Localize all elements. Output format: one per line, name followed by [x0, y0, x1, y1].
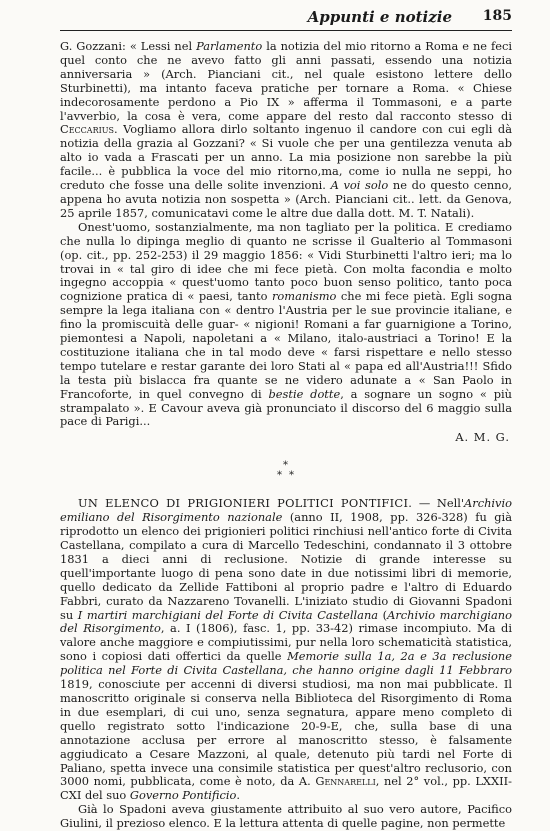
section-title: UN ELENCO DI PRIGIONIERI POLITICI PONTIFICI.	[78, 496, 413, 511]
section-ornament	[60, 445, 512, 497]
text-run: 1819, conosciute per accenni di diversi studiosi, ma non mai pubblicate. Il manoscritto originale si conserva nella Biblioteca del Risorgimento di Roma in due esemplari, di cui uno, senza segnatura, appare meno completo di quello registrato sotto l'indicazione 20-9-E, che, sulla base di una annotazione acclusa per errore al manoscritto stesso, è falsamente aggiudicato a Cesare Mazzoni, al quale, detenuto più tardi nel Forte di Paliano, spetta invece una consimile statistica per quest'altro reclusorio, con 3000 nomi, pubblicata, come è noto, da A.	[60, 677, 512, 789]
author-signature: A. M. G.	[455, 430, 510, 445]
paragraph-spadoni: Già lo Spadoni aveva giustamente attribuito al suo vero autore, Pacifico Giulini, il prezioso elenco. E la lettura attenta di quelle pagine, non permette	[60, 802, 512, 831]
running-title: Appunti e notizie	[307, 8, 452, 26]
text-run: la notizia del mio ritorno a Roma e ne feci quel conto che ne avevo fatto gli anni passati, essendo una notizia anniversaria » (Arch. Pianciani cit., nel quale esistono lettere dello Sturbinetti), ma intanto faceva pratiche per tornare a Roma. « Chiese indecorosamente perdono a Pio IX » afferma il Tommasoni, e a parte l'avverbio, la cosa è vera, come appare del resto dal racconto stesso di	[60, 39, 512, 123]
page-number: 185	[482, 8, 512, 24]
svg-text:*: *	[289, 469, 295, 481]
italic-run: romanismo	[271, 289, 337, 304]
text-run: .	[236, 788, 241, 803]
text-run: (anno II, 1908, pp. 326-328) fu già riprodotto un elenco dei prigionieri politici rinchiusi nell'antico forte di Civita Castellana, compilato a cura di Marcello Tedeschini, condannato il 3 ottobre 1831 a dieci anni di reclusione. Notizie di grande interesse su quell'importante luogo di pena sono date in due notissimi libri di memorie, quello dedicato da Zellide Fattiboni al proprio padre e l'altro di Eduardo Fabbri, curato da Nazzareno Tovanelli. L'iniziato studio di Giovanni Spadoni su	[60, 510, 512, 622]
italic-run: I martiri marchigiani del Forte di Civita Castellana	[77, 607, 379, 622]
italic-run: bestie dotte	[268, 386, 341, 401]
svg-text:*: *	[283, 459, 289, 471]
text-run: ne do questo cenno, appena ho avuta notizia non sospetta » (Arch. Pianciani cit.. lett. da Genova, 25 aprile 1857, comunicatavi come le altre due dalla dott. M. T. Natali).	[60, 178, 512, 220]
text-run: Onest'uomo, sostanzialmente, ma non tagliato per la politica. E crediamo che nulla lo dipinga meglio di quanto ne scrisse il Gualterio al Tommasoni (op. cit., pp. 252-253) il 29 maggio 1856: « Vidi Sturbinetti l'altro ieri; ma lo trovai in « tal giro di idee che mi fece pietà. Con molta facondia e molto ingegno accoppia « quest'uomo tanto poco buon senso politico, tanto poca cognizione pratica di « paesi, tanto	[60, 219, 512, 304]
text-run: , a sognare un sogno « più strampalato ». E Cavour aveva già pronunciato il discorso del 6 maggio sulla pace di Parigi...	[60, 386, 512, 429]
text-run: , a. I (1806), fasc. 1, pp. 33-42) rimase incompiuto. Ma di valore anche maggiore e compiutissimi, pur nella loro schematicità statistica, sono i copiosi dati offertici da quelle	[60, 621, 512, 664]
italic-run: Archivio emiliano del Risorgimento nazionale	[60, 496, 512, 525]
paragraph-gozzani	[60, 40, 512, 221]
paragraph-onestuomo	[60, 221, 512, 430]
text-run: — Nell'	[412, 496, 465, 511]
text-run: G. Gozzani: « Lessi nel	[60, 39, 197, 53]
italic-run: Memorie sulla 1a, 2a e 3a reclusione politica nel Forte di Civita Castellana, che hanno origine dagli 11 Febbraro	[60, 649, 512, 678]
small-caps-run: Gennarelli	[315, 774, 376, 789]
text-run: , nel 2° vol., pp. LXXII-CXI del suo	[60, 774, 512, 803]
running-header	[60, 8, 512, 31]
small-caps-run: Ceccarius	[60, 122, 114, 137]
svg-text:*: *	[277, 469, 283, 481]
italic-run: Archivio marchigiano del Risorgimento	[60, 607, 512, 636]
italic-run: A voi solo	[330, 178, 389, 193]
text-run: . Vogliamo allora dirlo soltanto ingenuo il candore con cui egli dà notizia della grazia al Gozzani? « Si vuole che per una gentilezza venuta ab alto io vada a Frascati per un anno. La mia posizione non sarebbe la più facile... è pubblica la voce del mio ritorno,ma, come io nulla ne seppi, ho creduto che fosse una delle solite invenzioni.	[60, 122, 512, 193]
text-run: (	[378, 607, 388, 622]
body-text	[60, 40, 512, 831]
italic-run: Parlamento	[196, 39, 263, 53]
italic-run: Governo Pontificio	[129, 788, 237, 803]
asterism-icon	[271, 460, 301, 482]
text-run: che mi fece pietà. Egli sogna sempre la lega italiana con « dentro l'Austria per le sue provincie italiane, e fino la promiscuità delle guar- « nigioni! Romani a far guarnigione a Torino, piemontesi a Napoli, napoletani a « Milano, italo-austriaci a Torino! E la costituzione italiana che in tal modo deve « farsi rispettare e nello stesso tempo tutelare e restar garante dei loro Stati al « papa ed all'Austria!!! Sfido la testa più bislacca fra quante se ne videro adunate a « San Paolo in Francoforte, in quel convegno di	[60, 289, 512, 401]
paragraph-elenco	[60, 497, 512, 803]
